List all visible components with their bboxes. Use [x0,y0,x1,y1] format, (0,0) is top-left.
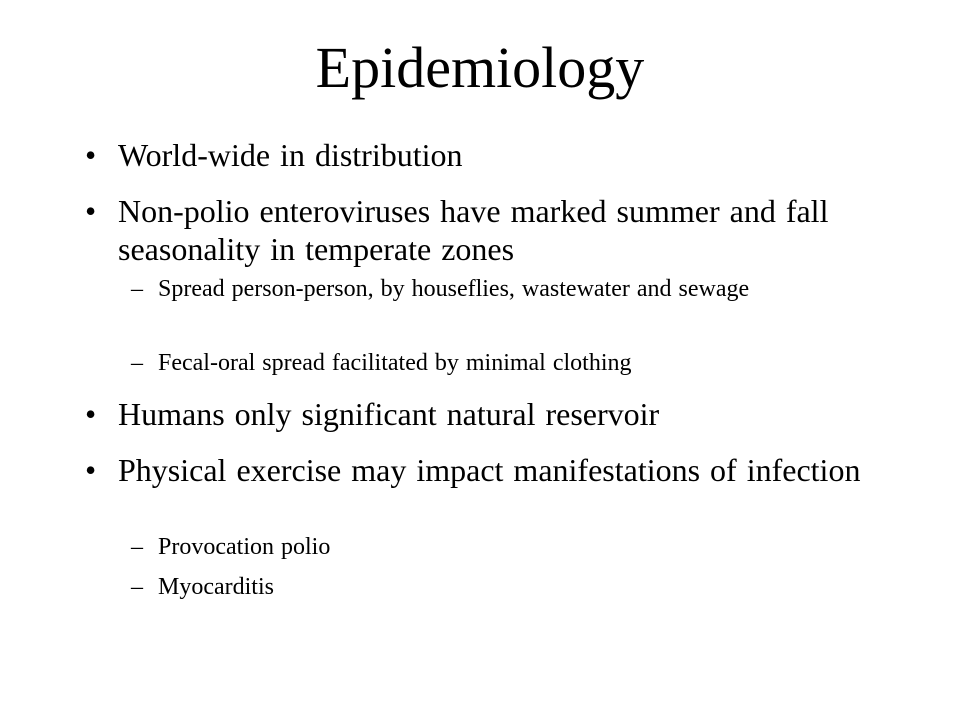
sub-bullet-item [131,349,851,378]
bullet-item [85,451,875,489]
bullet-marker: • [85,137,97,173]
bullet-marker: • [85,452,97,488]
sub-bullet-marker: – [131,350,143,376]
sub-bullet-item [131,533,851,562]
sub-bullet-marker: – [131,574,143,600]
bullet-text: Humans only significant natural reservoir [118,396,660,432]
slide-title: Epidemiology [315,35,645,100]
bullet-item [85,136,875,174]
bullet-marker: • [85,193,97,229]
bullet-text: Physical exercise may impact manifestations of infection [118,452,861,488]
bullet-text: Non-polio enteroviruses have marked summer and fall seasonality in temperate zones [118,193,829,267]
bullet-item [85,395,875,433]
bullet-marker: • [85,396,97,432]
bullet-item [85,192,875,268]
sub-bullet-item [131,275,851,304]
sub-bullet-marker: – [131,534,143,560]
sub-bullet-text: Fecal-oral spread facilitated by minimal clothing [158,350,632,376]
bullet-text: World-wide in distribution [118,137,463,173]
sub-bullet-text: Myocarditis [158,574,274,600]
sub-bullet-text: Provocation polio [158,534,331,560]
sub-bullet-marker: – [131,276,143,302]
sub-bullet-item [131,573,851,602]
sub-bullet-text: Spread person-person, by houseflies, wastewater and sewage [158,276,750,302]
